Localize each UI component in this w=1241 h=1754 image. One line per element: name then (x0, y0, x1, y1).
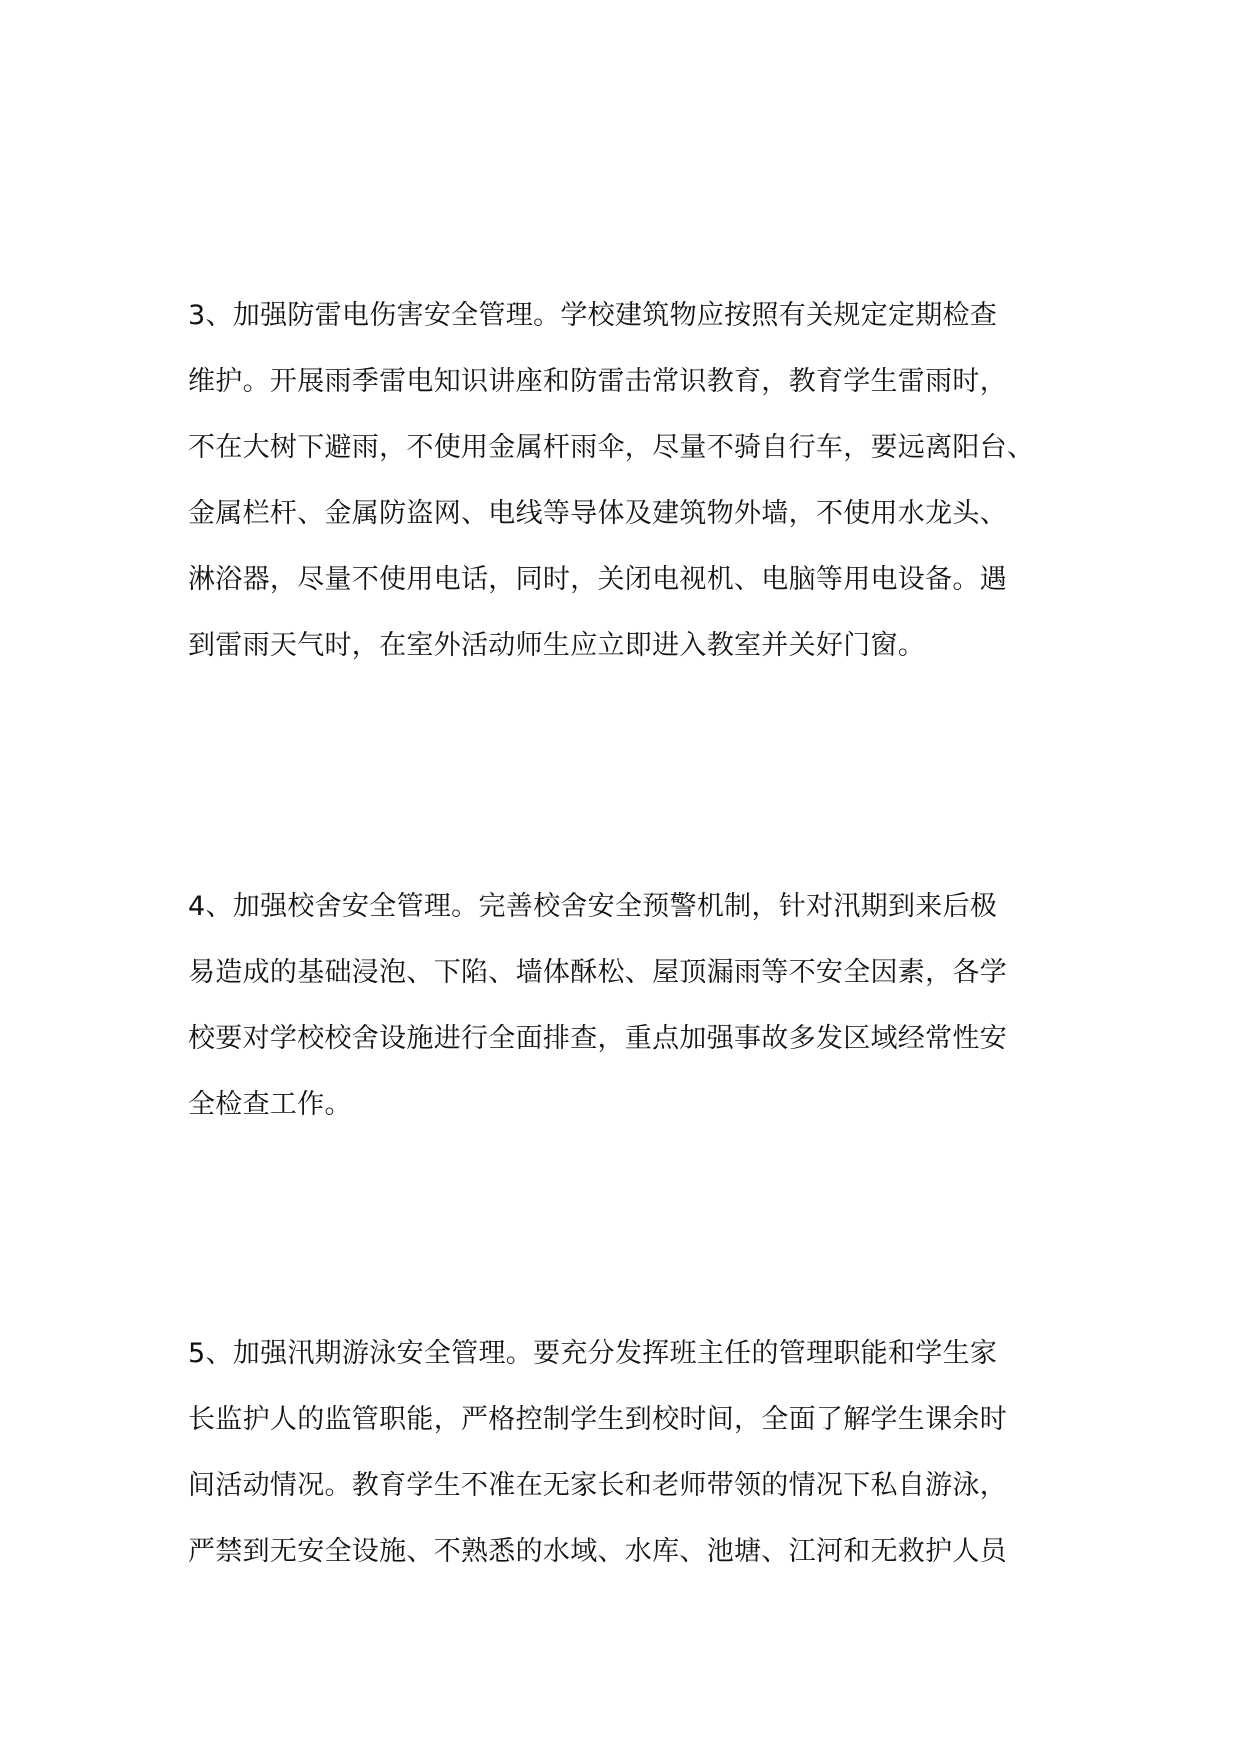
text-line: 4、加强校舍安全管理。完善校舍安全预警机制，针对汛期到来后极 (188, 891, 998, 922)
text-line: 到雷雨天气时，在室外活动师生应立即进入教室并关好门窗。 (188, 630, 926, 661)
text-line: 易造成的基础浸泡、下陷、墙体酥松、屋顶漏雨等不安全因素，各学 (188, 957, 1007, 988)
paragraph-swimming-safety (188, 1340, 1088, 1604)
text-line: 长监护人的监管职能，严格控制学生到校时间，全面了解学生课余时 (188, 1404, 1007, 1435)
text-line: 淋浴器，尽量不使用电话，同时，关闭电视机、电脑等用电设备。遇 (188, 564, 1007, 595)
text-line: 校要对学校校舍设施进行全面排查，重点加强事故多发区域经常性安 (188, 1023, 1007, 1054)
text-line: 全检查工作。 (188, 1089, 352, 1120)
paragraph-school-building-safety (188, 893, 1088, 1157)
text-line: 维护。开展雨季雷电知识讲座和防雷击常识教育，教育学生雷雨时， (188, 366, 1007, 397)
paragraph-lightning-safety (188, 302, 1088, 698)
text-line: 3、加强防雷电伤害安全管理。学校建筑物应按照有关规定定期检查 (188, 300, 998, 331)
text-line: 金属栏杆、金属防盗网、电线等导体及建筑物外墙，不使用水龙头、 (188, 498, 1007, 529)
text-line: 5、加强汛期游泳安全管理。要充分发挥班主任的管理职能和学生家 (188, 1338, 998, 1369)
text-line: 严禁到无安全设施、不熟悉的水域、水库、池塘、江河和无救护人员 (188, 1536, 1007, 1567)
text-line: 间活动情况。教育学生不准在无家长和老师带领的情况下私自游泳， (188, 1470, 1007, 1501)
text-line: 不在大树下避雨，不使用金属杆雨伞，尽量不骑自行车，要远离阳台、 (188, 432, 1035, 463)
